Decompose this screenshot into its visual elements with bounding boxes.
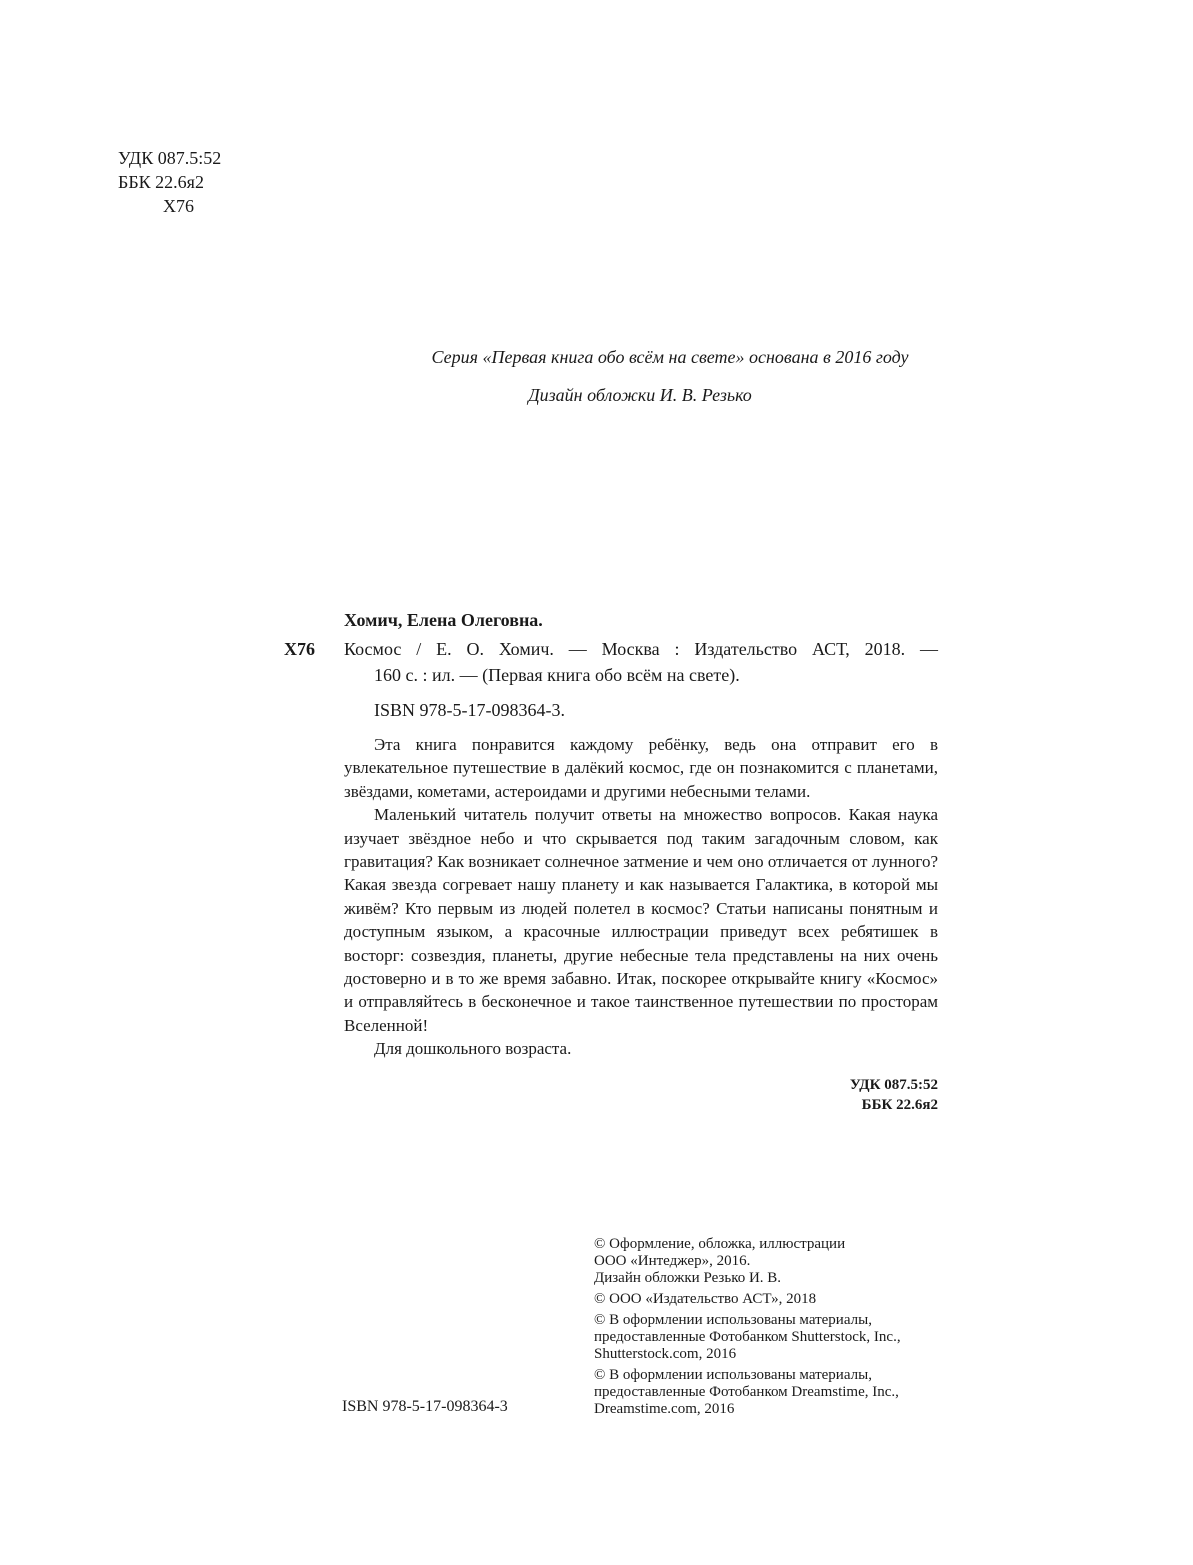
catalog-description [344, 636, 938, 688]
bbk-code: ББК 22.6я2 [118, 172, 204, 192]
udk-code-right: УДК 087.5:52 [849, 1077, 938, 1093]
udk-code: УДК 087.5:52 [118, 148, 222, 168]
bbk-code-right: ББК 22.6я2 [861, 1097, 938, 1113]
copyright-line: Dreamstime.com, 2016 [594, 1401, 735, 1417]
copyright-line: предоставленные Фотобанком Dreamstime, Inc., [594, 1384, 899, 1400]
copyright-line: © Оформление, обложка, иллюстрации [594, 1236, 846, 1252]
copyright-line: © В оформлении использованы материалы, [594, 1312, 872, 1328]
author-mark: Х76 [163, 196, 194, 216]
annotation-paragraph: Для дошкольного возраста. [374, 1039, 572, 1059]
catalog-isbn: ISBN 978-5-17-098364-3. [374, 700, 565, 720]
annotation-paragraph: Маленький читатель получит ответы на множество вопросов. Какая наука изучает звёздное небо и что скрывается под таким загадочным словом, как гравитация? Как возникает солнечное затмение и чем оно отличается от лунного? Какая звезда согревает нашу планету и как называется Галактика, в которой мы живём? Кто первым из людей полетел в космос? Статьи написаны понятным и доступным языком, а красочные иллюстрации приведут всех ребятишек в восторг: созвездия, планеты, другие небесные тела представлены на них очень достоверно и в то же время забавно. Итак, поскорее открывайте книгу «Космос» и отправляйтесь в бесконечное и такое таинственное путешествии по просторам Вселенной! [344, 805, 938, 1035]
classification-block [118, 146, 221, 218]
copyright-line: © ООО «Издательство АСТ», 2018 [594, 1291, 817, 1307]
catalog-author: Хомич, Елена Олеговна. [344, 610, 543, 630]
catalog-mark: Х76 [284, 639, 315, 659]
copyright-design [594, 1236, 944, 1287]
copyright-line: Дизайн обложки Резько И. В. [594, 1270, 782, 1286]
catalog-line-1: Космос / Е. О. Хомич. — Москва : Издательство АСТ, 2018. — [344, 639, 938, 659]
annotation [344, 733, 938, 1061]
copyright-publisher [594, 1291, 944, 1308]
copyright-dreamstime [594, 1367, 944, 1418]
annotation-paragraph: Эта книга понравится каждому ребёнку, ведь она отправит его в увлекательное путешествие в далёкий космос, где он познакомится с планетами, звёздами, кометами, астероидами и другими небесными телами. [344, 735, 938, 801]
copyright-shutterstock [594, 1312, 944, 1363]
catalog-line-2: 160 с. : ил. — (Первая книга обо всём на свете). [374, 665, 740, 685]
cover-design-note: Дизайн обложки И. В. Резько [528, 385, 752, 405]
isbn-bottom: ISBN 978-5-17-098364-3 [342, 1398, 508, 1415]
classification-right [820, 1075, 938, 1115]
copyright-line: ООО «Интеджер», 2016. [594, 1253, 751, 1269]
copyright-block [594, 1236, 944, 1422]
copyright-line: предоставленные Фотобанком Shutterstock, Inc., [594, 1329, 901, 1345]
copyright-line: Shutterstock.com, 2016 [594, 1346, 737, 1362]
series-note: Серия «Первая книга обо всём на свете» основана в 2016 году [431, 347, 909, 367]
copyright-line: © В оформлении использованы материалы, [594, 1367, 872, 1383]
